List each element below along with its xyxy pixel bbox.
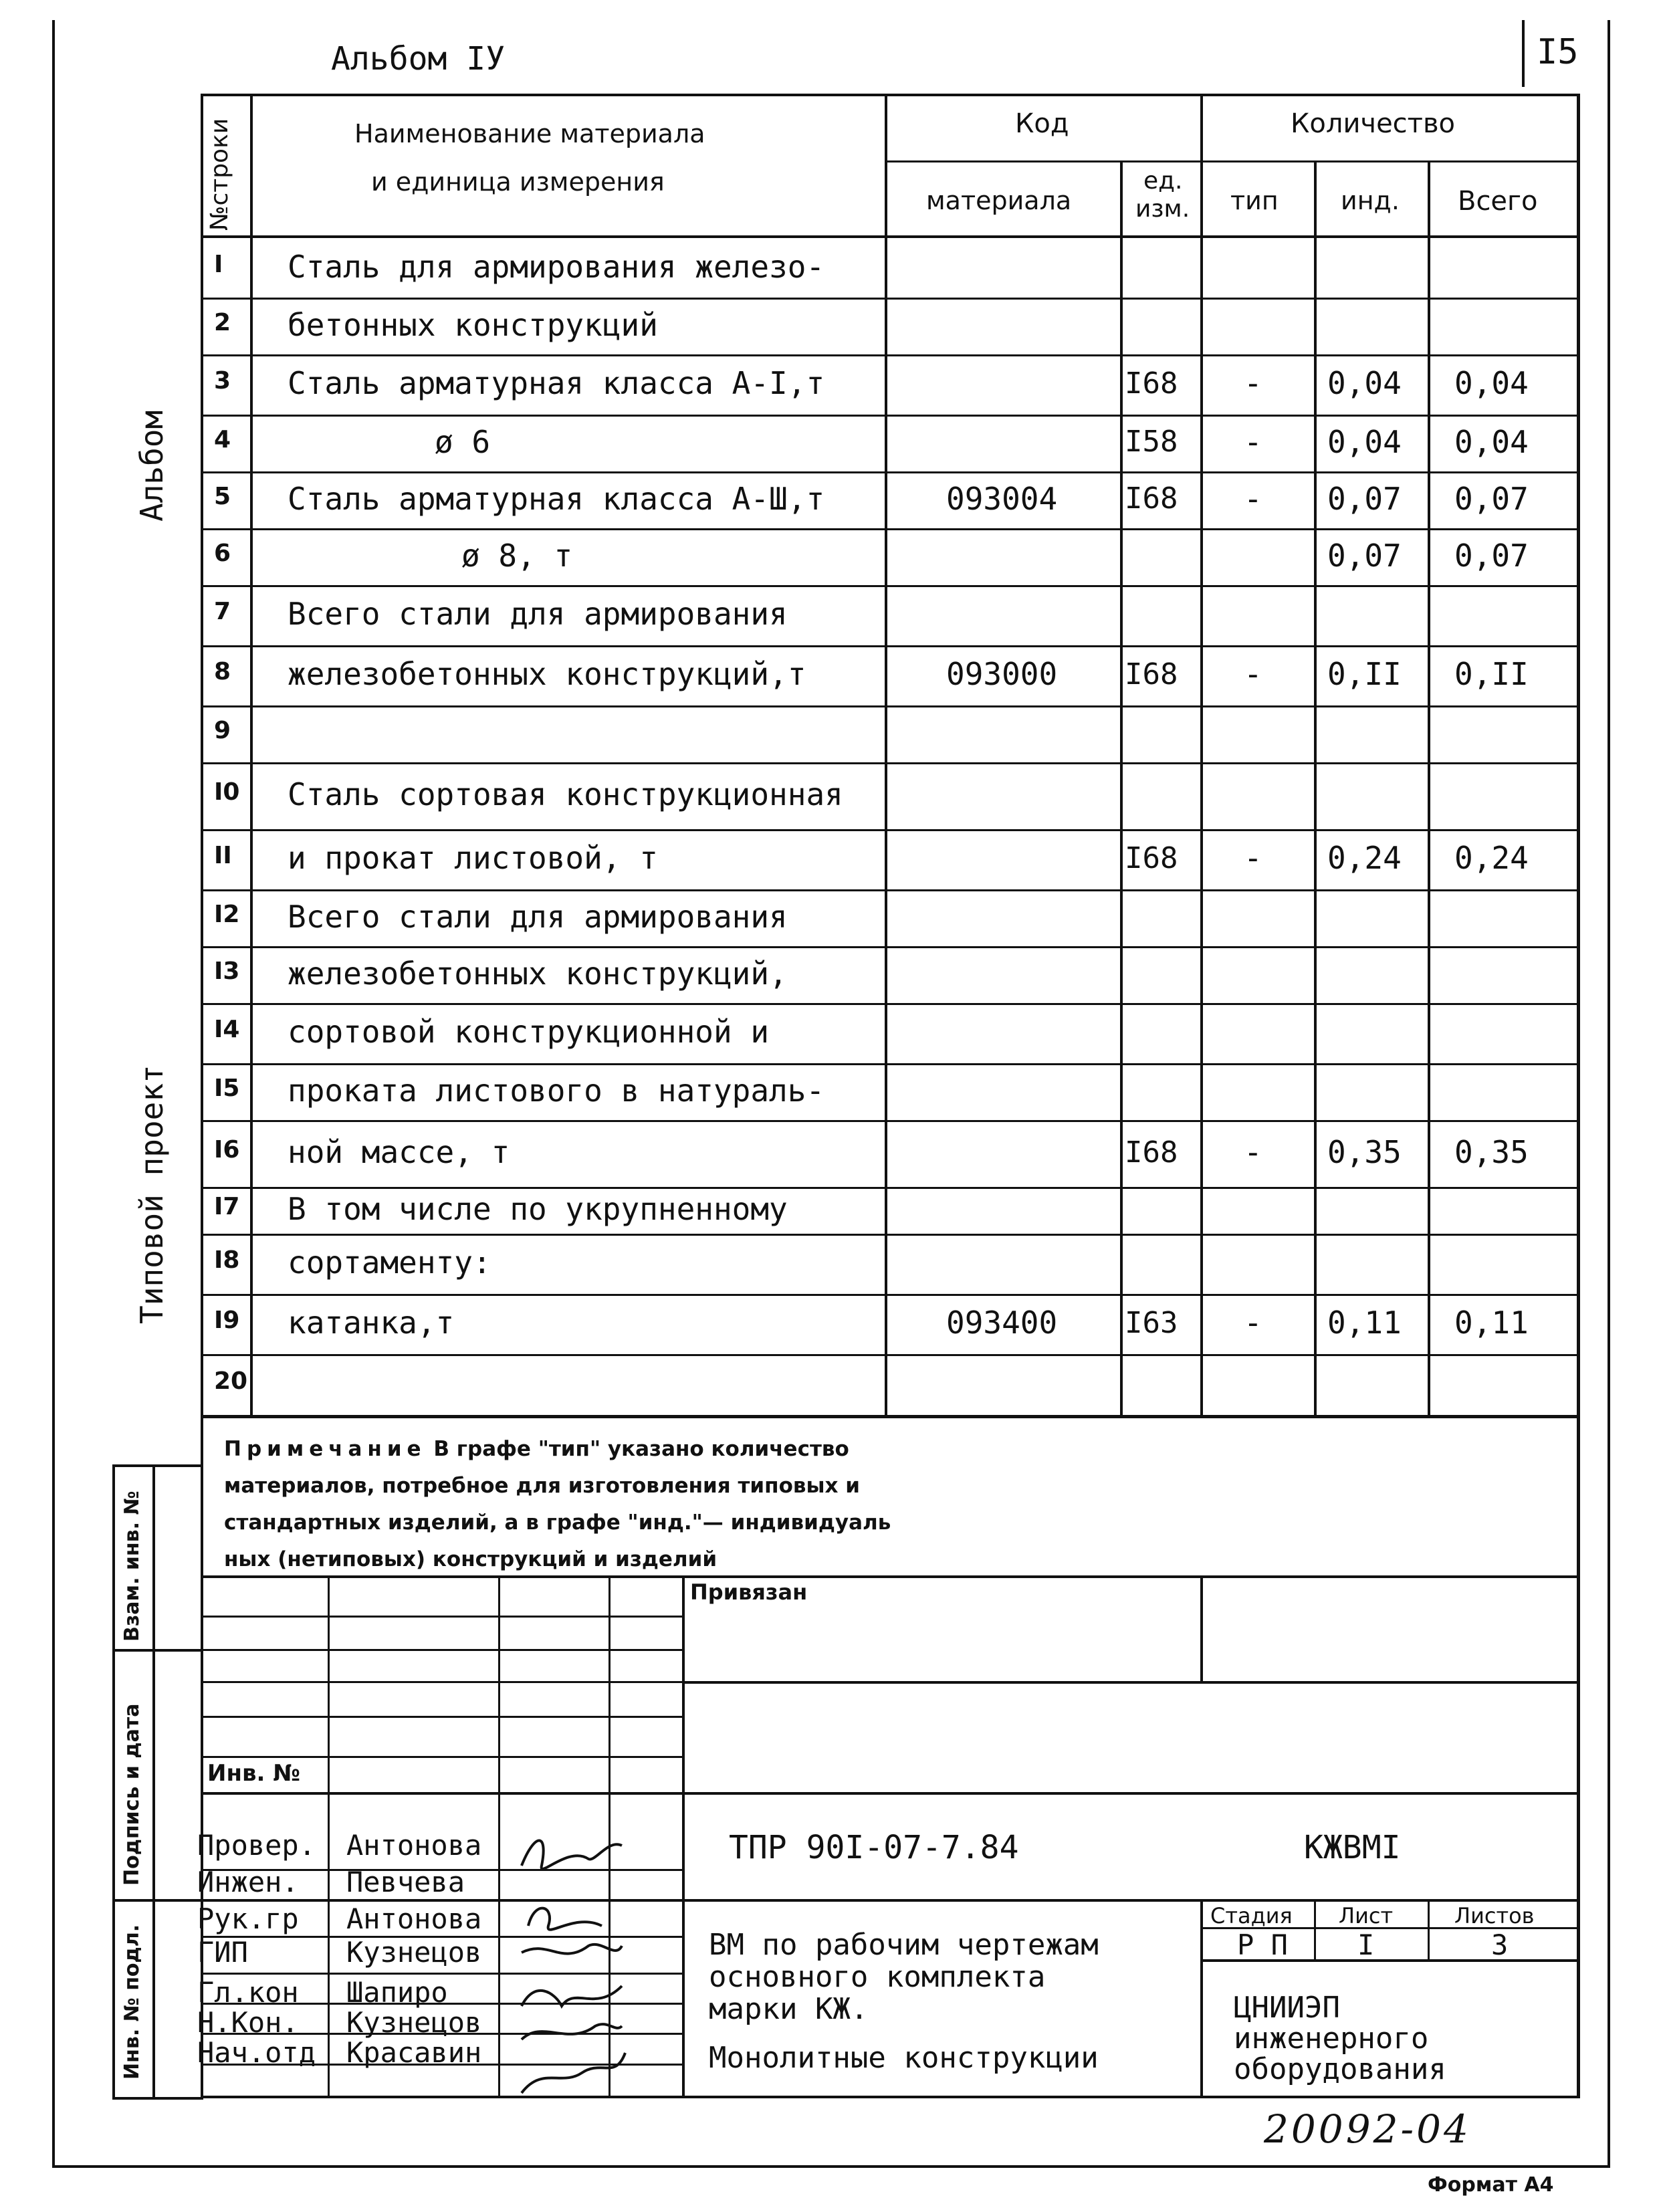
page-number-box-left: [1522, 20, 1525, 87]
side-label-project: Типовой проект: [134, 1065, 170, 1324]
frame-left-border: [52, 20, 55, 2167]
table-cell-ind: 0,II: [1327, 656, 1402, 693]
row-number: I5: [214, 1074, 240, 1102]
inventory-number-label: Инв. №: [207, 1760, 301, 1787]
table-cell-ind: 0,24: [1327, 840, 1402, 877]
table-cell-name: катанка,т: [288, 1305, 455, 1341]
table-cell-unit: I58: [1125, 425, 1178, 459]
document-title: [709, 1929, 1099, 2025]
table-cell-unit: I68: [1125, 481, 1178, 516]
table-cell-total: 0,35: [1454, 1134, 1529, 1171]
stamp-label-signature-date: Подпись и дата: [120, 1703, 144, 1886]
col-header-unit-line2: изм.: [1135, 195, 1190, 223]
signature-marks: [508, 1826, 629, 2106]
table-cell-total: 0,11: [1454, 1305, 1529, 1341]
row-number: I8: [214, 1246, 240, 1274]
row-number: I4: [214, 1016, 240, 1043]
table-cell-type: -: [1244, 480, 1262, 517]
table-cell-ind: 0,11: [1327, 1305, 1402, 1341]
table-cell-name: бетонных конструкций: [288, 306, 658, 343]
signer-name: Певчева: [346, 1866, 465, 1898]
table-cell-total: 0,II: [1454, 656, 1529, 693]
document-title-line-2: основного комплекта: [709, 1960, 1046, 1994]
document-code: ТПР 90I-07-7.84: [729, 1829, 1019, 1866]
signer-role: Н.Кон.: [197, 2006, 299, 2039]
table-cell-name: и прокат листовой, т: [288, 840, 658, 877]
table-cell-total: 0,07: [1454, 537, 1529, 574]
signer-name: Антонова: [346, 1902, 482, 1935]
col-header-material: материала: [926, 186, 1072, 215]
table-cell-code: 093400: [946, 1305, 1058, 1341]
table-cell-name: железобетонных конструкций,: [288, 955, 788, 992]
table-cell-name: В том числе по укрупненному: [288, 1191, 788, 1228]
signer-name: Антонова: [346, 1829, 482, 1862]
table-cell-name: Сталь арматурная класса А-I,т: [288, 365, 825, 402]
row-number: 3: [214, 367, 231, 395]
organization-line-2: инженерного: [1234, 2021, 1429, 2056]
sheet-value: I: [1357, 1928, 1375, 1961]
table-cell-total: 0,04: [1454, 365, 1529, 402]
col-header-row-no: №строки: [206, 118, 233, 231]
signer-name: Кузнецов: [346, 2006, 482, 2039]
organization-line-1: ЦНИИЭП: [1234, 1991, 1340, 2025]
privyazan-label: Привязан: [690, 1579, 808, 1605]
signer-role: Инжен.: [197, 1866, 299, 1898]
signer-name: Шапиро: [346, 1976, 448, 2009]
table-cell-name: Сталь сортовая конструкционная: [288, 776, 843, 813]
table-cell-unit: I68: [1125, 1135, 1178, 1170]
sheets-label: Листов: [1454, 1903, 1535, 1928]
row-number: I: [214, 250, 223, 278]
table-cell-total: 0,07: [1454, 480, 1529, 517]
stamp-label-inv-original: Инв. № подл.: [120, 1924, 144, 2080]
table-cell-type: -: [1244, 1134, 1262, 1171]
page-number: I5: [1537, 32, 1579, 72]
col-header-type: тип: [1230, 186, 1279, 215]
table-cell-ind: 0,07: [1327, 537, 1402, 574]
table-cell-type: -: [1244, 656, 1262, 693]
table-cell-name: ной массе, т: [288, 1134, 510, 1171]
table-cell-name: ø 6: [435, 423, 491, 460]
note-block: [224, 1431, 891, 1578]
table-cell-type: -: [1244, 1305, 1262, 1341]
table-cell-name: Сталь арматурная класса А-Ш,т: [288, 480, 825, 517]
signer-name: Красавин: [346, 2036, 482, 2069]
row-number: 4: [214, 425, 231, 453]
col-header-name-line2: и единица измерения: [371, 167, 665, 197]
signer-name: Кузнецов: [346, 1936, 482, 1969]
stamp-label-replace-inv: Взам. инв. №: [120, 1490, 144, 1642]
table-cell-name: сортаменту:: [288, 1244, 491, 1281]
signer-role: ГИП: [197, 1936, 248, 1969]
col-header-total: Всего: [1458, 186, 1538, 217]
note-line-2: материалов, потребное для изготовления типовых и: [224, 1474, 861, 1498]
table-cell-unit: I68: [1125, 657, 1178, 691]
frame-bottom-border: [52, 2165, 1610, 2168]
row-number: I2: [214, 900, 240, 928]
organization-line-3: оборудования: [1234, 2052, 1446, 2086]
col-header-quantity: Количество: [1291, 108, 1456, 139]
archive-number: 20092-04: [1264, 2106, 1471, 2152]
organization: [1234, 1993, 1446, 2085]
table-cell-name: ø 8, т: [461, 537, 573, 574]
table-cell-type: -: [1244, 365, 1262, 402]
row-number: I0: [214, 778, 240, 806]
table-cell-total: 0,04: [1454, 423, 1529, 460]
side-label-album: Альбом: [134, 410, 170, 522]
signer-role: Провер.: [197, 1829, 316, 1862]
table-cell-name: Всего стали для армирования: [288, 898, 788, 935]
sheets-value: 3: [1491, 1928, 1509, 1961]
stage-label: Стадия: [1210, 1903, 1293, 1928]
stage-value: Р П: [1237, 1928, 1288, 1961]
table-cell-ind: 0,04: [1327, 423, 1402, 460]
col-header-individual: инд.: [1341, 186, 1400, 215]
row-number: I6: [214, 1136, 240, 1164]
col-header-code: Код: [1015, 108, 1069, 139]
table-cell-name: железобетонных конструкций,т: [288, 656, 806, 693]
signer-role: Рук.гр: [197, 1902, 299, 1935]
row-number: I3: [214, 957, 240, 985]
table-cell-ind: 0,07: [1327, 480, 1402, 517]
document-title-line-3: марки КЖ.: [709, 1992, 869, 2026]
note-lead: Примечание: [224, 1437, 427, 1461]
table-cell-ind: 0,35: [1327, 1134, 1402, 1171]
table-cell-total: 0,24: [1454, 840, 1529, 877]
col-header-unit-line1: ед.: [1143, 167, 1183, 195]
row-number: 9: [214, 716, 231, 744]
document-subtitle: Монолитные конструкции: [709, 2041, 1099, 2075]
signer-role: Нач.отд: [197, 2036, 316, 2069]
table-cell-type: -: [1244, 423, 1262, 460]
note-line-1: В графе "тип" указано количество: [433, 1437, 849, 1461]
note-line-3: стандартных изделий, а в графе "инд."— индивидуаль: [224, 1511, 891, 1535]
row-number: 8: [214, 658, 231, 685]
album-label: Альбом IУ: [331, 40, 506, 78]
table-cell-name: проката листового в натураль-: [288, 1072, 825, 1109]
table-cell-type: -: [1244, 840, 1262, 877]
table-cell-code: 093004: [946, 480, 1058, 517]
signer-role: Гл.кон: [197, 1976, 299, 2009]
row-number: I9: [214, 1307, 240, 1334]
col-header-name-line1: Наименование материала: [354, 119, 705, 148]
format-label: Формат А4: [1428, 2173, 1554, 2197]
row-number: 5: [214, 482, 231, 510]
row-number: 20: [214, 1367, 248, 1395]
note-line-4: ных (нетиповых) конструкций и изделий: [224, 1547, 717, 1571]
document-title-line-1: ВМ по рабочим чертежам: [709, 1928, 1099, 1962]
table-cell-unit: I63: [1125, 1305, 1178, 1340]
table-cell-ind: 0,04: [1327, 365, 1402, 402]
table-cell-unit: I68: [1125, 841, 1178, 875]
table-cell-unit: I68: [1125, 366, 1178, 401]
table-cell-name: Сталь для армирования железо-: [288, 248, 825, 285]
frame-right-border: [1608, 20, 1610, 2167]
row-number: II: [214, 842, 232, 869]
row-number: 7: [214, 598, 231, 625]
table-cell-name: сортовой конструкционной и: [288, 1014, 770, 1050]
row-number: I7: [214, 1193, 240, 1220]
sheet-label: Лист: [1339, 1903, 1394, 1928]
table-cell-code: 093000: [946, 656, 1058, 693]
row-number: 2: [214, 308, 231, 336]
sheet-mark: КЖВМI: [1304, 1829, 1401, 1866]
row-number: 6: [214, 539, 231, 567]
table-cell-name: Всего стали для армирования: [288, 596, 788, 633]
